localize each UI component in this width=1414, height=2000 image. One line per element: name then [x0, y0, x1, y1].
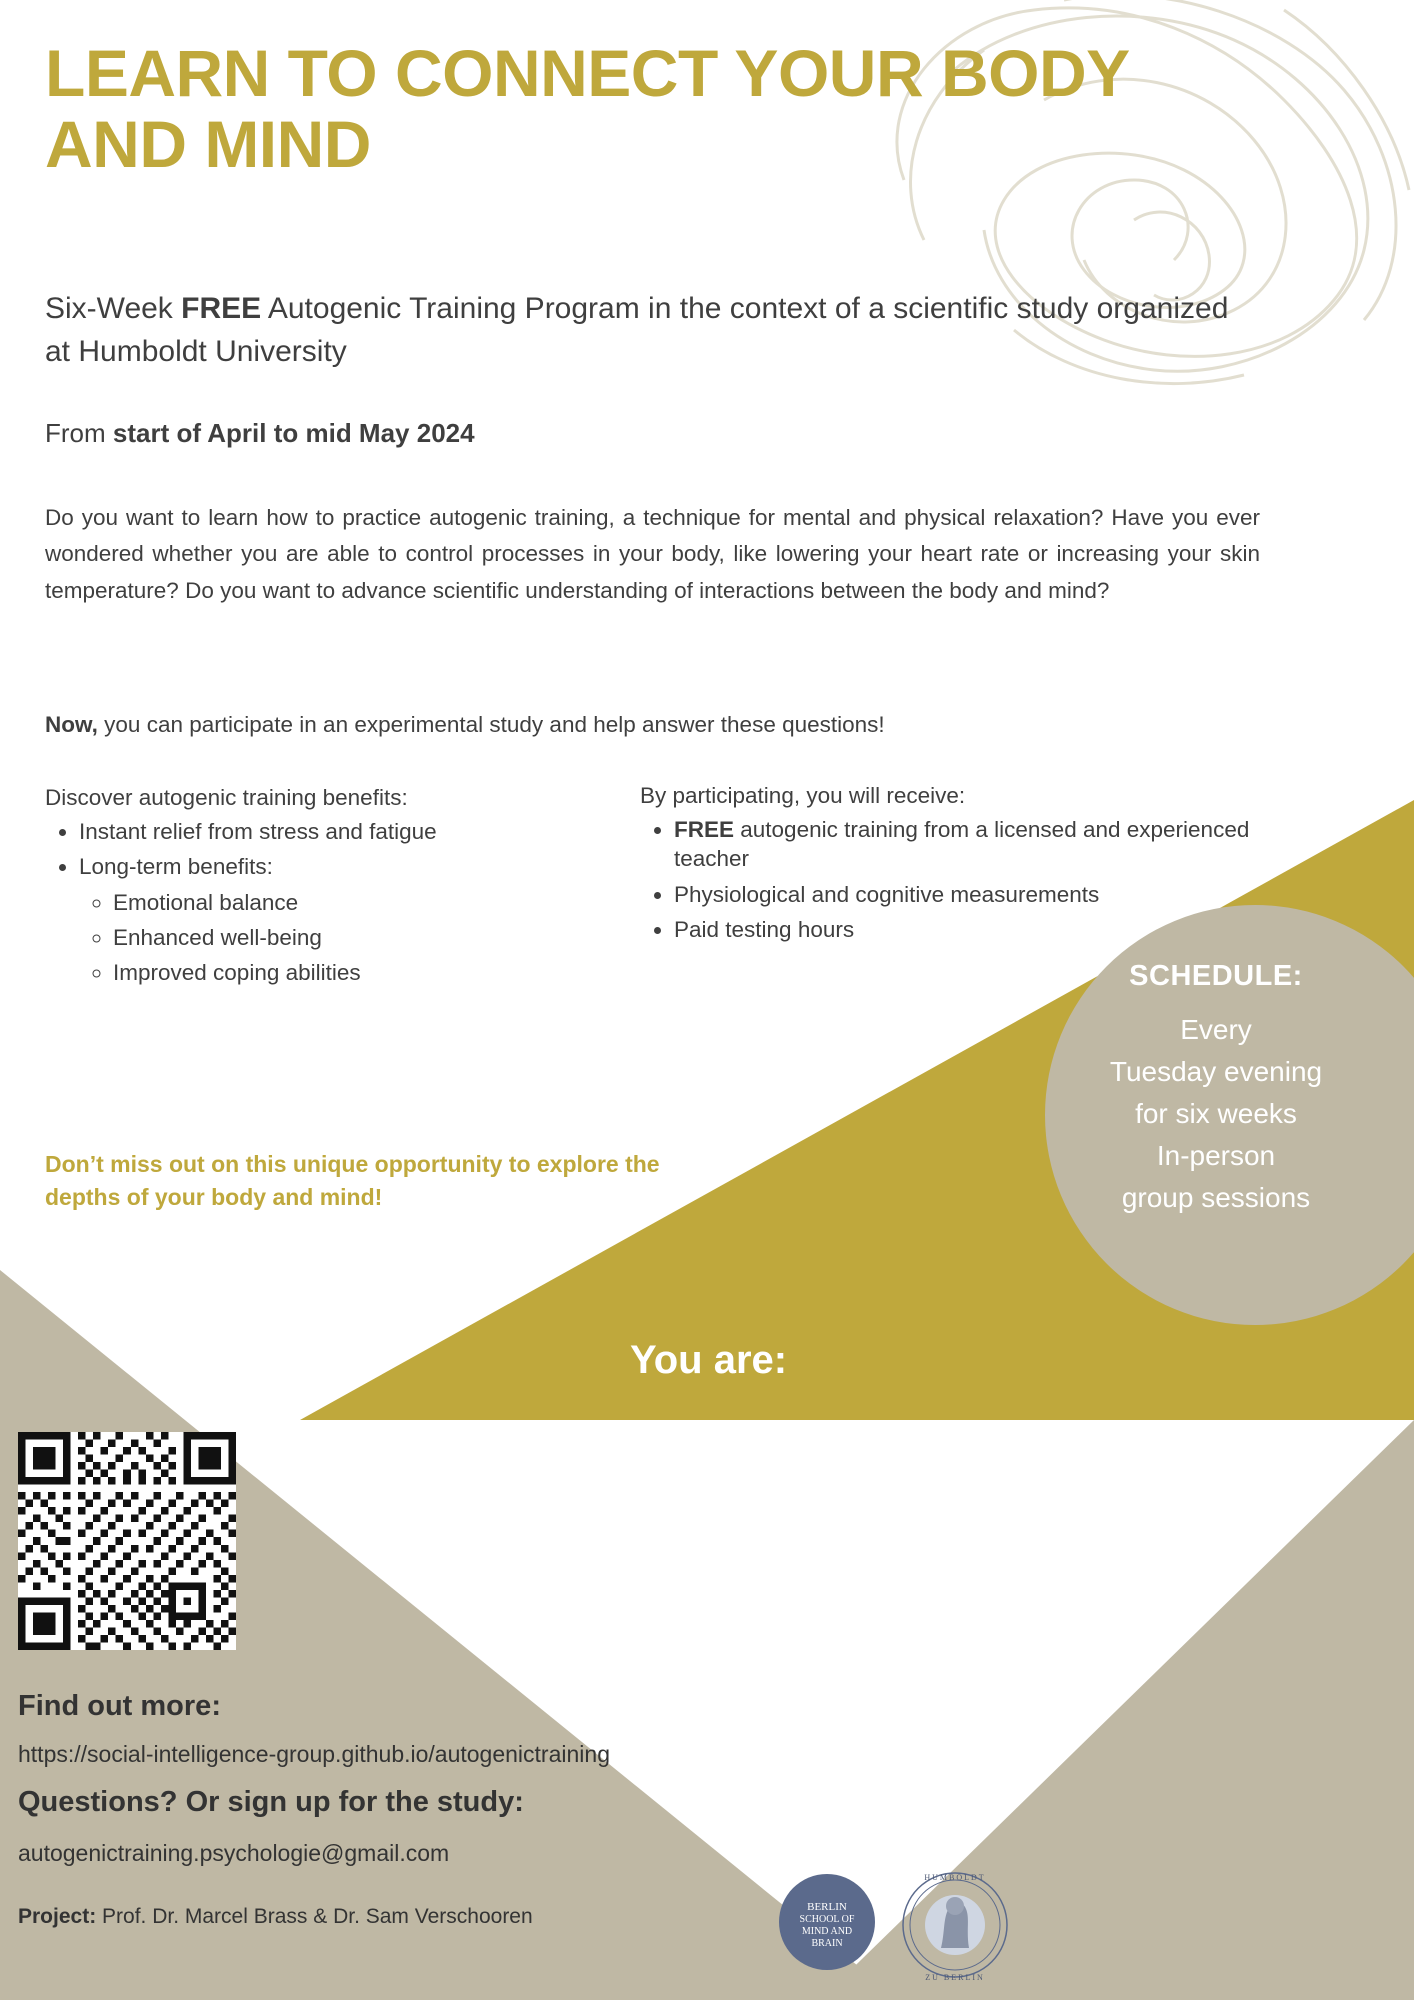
receive-list — [640, 815, 1260, 944]
list-item — [674, 915, 1260, 944]
schedule-block — [1036, 960, 1396, 1219]
benefits-column — [45, 785, 625, 993]
institution-logos — [765, 1860, 1065, 1990]
subheading-free: FREE — [181, 292, 262, 325]
svg-text:ZU BERLIN: ZU BERLIN — [925, 1973, 985, 1982]
find-out-more-label: Find out more: — [18, 1690, 221, 1722]
schedule-title: SCHEDULE: — [1129, 960, 1303, 992]
list-item-text: Physiological and cognitive measurements — [674, 881, 1100, 907]
list-item — [674, 880, 1260, 909]
call-to-action-line — [45, 712, 1245, 738]
list-item — [674, 815, 1260, 874]
website-url[interactable]: https://social-intelligence-group.github.io/autogenictraining — [18, 1741, 610, 1767]
list-item-bold: FREE — [674, 817, 735, 842]
qr-code[interactable] — [18, 1432, 236, 1650]
you-are-list — [775, 1425, 1375, 1662]
now-rest: you can participate in an experimental study and help answer these questions! — [97, 712, 885, 737]
receive-heading: By participating, you will receive: — [640, 783, 966, 808]
page-title: LEARN TO CONNECT YOUR BODY AND MIND — [45, 36, 1129, 182]
svg-text:HUMBOLDT: HUMBOLDT — [924, 1873, 986, 1882]
list-item: • Age: 18-40 — [809, 1472, 1375, 1504]
list-item: • No recreational drug use — [809, 1615, 1375, 1647]
project-credit — [18, 1905, 533, 1929]
list-item-text: autogenic training from a licensed and experienced teacher — [674, 817, 1250, 872]
schedule-line: Every — [1180, 1014, 1252, 1045]
list-item: ◦ Enhanced well-being — [113, 923, 625, 952]
intro-paragraph: Do you want to learn how to practice autogenic training, a technique for mental and physical relaxation? Have you ever wondered whether you are able to control processes in your body, like lowering your heart rate or increasing your skin temperature? Do you want to advance scientific understanding of interactions between the body and mind? — [45, 505, 1260, 603]
date-prefix: From — [45, 418, 113, 448]
svg-text:MIND AND: MIND AND — [801, 1926, 853, 1937]
schedule-line: for six weeks — [1135, 1098, 1297, 1129]
subheading — [45, 288, 1245, 373]
list-item-label: Long-term benefits: — [79, 854, 273, 880]
contact-email[interactable]: autogenictraining.psychologie@gmail.com — [18, 1840, 450, 1866]
questions-label: Questions? Or sign up for the study: — [18, 1786, 524, 1818]
svg-text:BERLIN: BERLIN — [807, 1901, 847, 1913]
berlin-school-logo — [779, 1874, 875, 1970]
project-label: Project: — [18, 1905, 97, 1928]
subheading-part2: Autogenic Training Program in the context of a scientific study organized at Humboldt University — [45, 292, 1229, 368]
list-item: • Intrinsically motivated — [809, 1567, 1375, 1599]
list-item: ◦ Improved coping abilities — [113, 958, 625, 987]
schedule-line: group sessions — [1121, 1182, 1311, 1213]
subheading-part1: Six-Week — [45, 292, 182, 325]
list-item: • Mentally and physically healthy — [809, 1520, 1375, 1552]
benefits-heading: Discover autogenic training benefits: — [45, 785, 408, 810]
benefits-list — [45, 817, 625, 987]
humboldt-university-logo — [903, 1873, 1007, 1982]
list-item: • Instant relief from stress and fatigue — [79, 817, 625, 846]
dont-miss-note: Don’t miss out on this unique opportunity to explore the depths of your body and mind! — [45, 1151, 660, 1210]
receive-column — [640, 783, 1260, 950]
you-are-heading: You are: — [630, 1338, 788, 1382]
date-value: start of April to mid May 2024 — [112, 418, 475, 448]
schedule-line: In-person — [1156, 1140, 1276, 1171]
now-bold: Now, — [45, 712, 98, 737]
svg-text:BRAIN: BRAIN — [811, 1938, 843, 1949]
date-range — [45, 418, 475, 449]
list-item — [79, 852, 625, 987]
project-people: Prof. Dr. Marcel Brass & Dr. Sam Verschooren — [96, 1905, 533, 1928]
schedule-line: Tuesday evening — [1109, 1056, 1323, 1087]
list-item: ◦ Emotional balance — [113, 888, 625, 917]
list-item: • Fluent German speaker — [809, 1425, 1375, 1457]
svg-text:SCHOOL OF: SCHOOL OF — [799, 1914, 855, 1925]
benefits-sublist — [79, 888, 625, 988]
list-item-text: Paid testing hours — [674, 916, 855, 942]
